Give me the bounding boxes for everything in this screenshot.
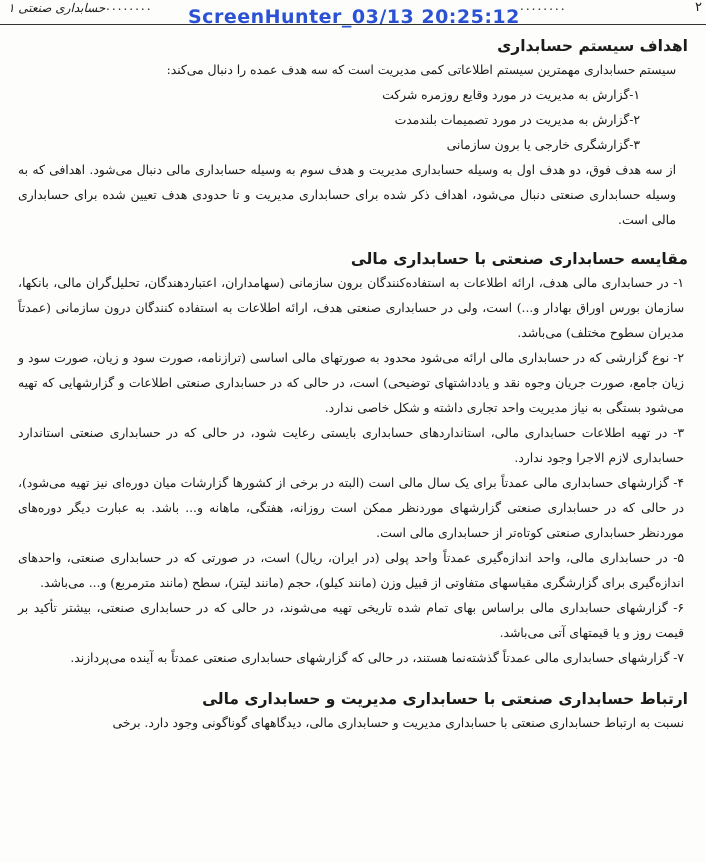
section-title: مقایسه حسابداری صنعتی با حسابداری مالی <box>350 250 688 268</box>
paragraph: سیستم حسابداری مهمترین سیستم اطلاعاتی کمی مدیریت است که سه هدف عمده را دنبال می‌کند: <box>166 63 676 77</box>
list-item: ۲- نوع گزارشی که در حسابداری مالی ارائه می‌شود محدود به صورتهای مالی اساسی (ترازنامه، صورت سود و زیان، صورت سود و زیان جامع، صورت جریان وجوه نقد و یادداشتهای توضیحی) است، در حالی که در حسابداری صنعتی اطلاعات و گزارشهایی که تهیه می‌شود بستگی به نیاز مدیریت واحد تجاری داشته و شکل خاصی ندارد. <box>18 351 684 415</box>
header-dots-left: ........ <box>106 0 153 13</box>
paragraph: نسبت به ارتباط حسابداری صنعتی با حسابداری مدیریت و حسابداری مالی، دیدگاههای گوناگونی وجود دارد. برخی <box>112 716 684 730</box>
list-item: ۴- گزارشهای حسابداری مالی عمدتاً برای یک سال مالی است (البته در برخی از کشورها گزارشات میان دوره‌ای نیز تهیه می‌شود)، در حالی که در حسابداری صنعتی گزارشهای موردنظر ممکن است روزانه، هفتگی، ماهانه و... باشد. به عبارت دیگر دوره‌های موردنظر حسابداری صنعتی کوتاه‌تر از حسابداری مالی است. <box>18 476 684 540</box>
list-item: ۷- گزارشهای حسابداری مالی عمدتاً گذشته‌نما هستند، در حالی که گزارشهای حسابداری صنعتی عمدتاً به آینده می‌پردازند. <box>70 651 684 665</box>
document-body <box>18 34 688 736</box>
section-comparison <box>18 247 688 671</box>
list-item: ۲-گزارش به مدیریت در مورد تصمیمات بلندمدت <box>394 113 640 127</box>
paragraph: از سه هدف فوق، دو هدف اول به وسیله حسابداری مدیریت و هدف سوم به وسیله حسابداری مالی دنبال می‌شود. اهدافی که به وسیله حسابداری صنعتی دنبال می‌شود، اهداف ذکر شده برای حسابداری مدیریت و تا حدودی هدف تعیین شده برای حسابداری مالی است. <box>18 163 676 227</box>
section-title: اهداف سیستم حسابداری <box>497 37 688 55</box>
list-item: ۶- گزارشهای حسابداری مالی براساس بهای تمام شده تاریخی تهیه می‌شوند، در حالی که در حسابداری صنعتی، بیشتر تأکید بر قیمت روز و یا قیمتهای آتی می‌باشد. <box>18 601 684 640</box>
screenhunter-watermark: ScreenHunter_03/13 20:25:12 <box>188 6 520 28</box>
header-rule <box>0 24 706 25</box>
page-header <box>0 0 706 30</box>
running-title: حسابداری صنعتی ۱ <box>8 1 106 15</box>
section-title: ارتباط حسابداری صنعتی با حسابداری مدیریت و حسابداری مالی <box>202 690 688 708</box>
list-item: ۱- در حسابداری مالی هدف، ارائه اطلاعات به استفاده‌کنندگان برون سازمانی (سهامداران، اعتباردهندگان، تحلیل‌گران مالی، بانکها، سازمان بورس اوراق بهادار و...) است، ولی در حسابداری صنعتی هدف، ارائه اطلاعات به استفاده کنندگان درون سازمانی (عمدتاً مدیران سطوح مختلف) می‌باشد. <box>18 276 684 340</box>
section-relationship <box>18 687 688 736</box>
header-dots-right: ........ <box>520 0 567 13</box>
page-number: ۲ <box>695 0 702 15</box>
section-accounting-system-goals <box>18 34 688 233</box>
list-item: ۵- در حسابداری مالی، واحد اندازه‌گیری عمدتاً واحد پولی (در ایران، ریال) است، در صورتی که در حسابداری صنعتی، واحدهای اندازه‌گیری برای گزارشگری مقیاسهای متفاوتی از قبیل وزن (مانند کیلو)، حجم (مانند لیتر)، سطح (مانند مترمربع) و... می‌باشد. <box>18 551 684 590</box>
list-item: ۳- در تهیه اطلاعات حسابداری مالی، استانداردهای حسابداری بایستی رعایت شود، در حالی که در حسابداری صنعتی استاندارد حسابداری لازم الاجرا وجود ندارد. <box>18 426 684 465</box>
list-item: ۱-گزارش به مدیریت در مورد وقایع روزمره شرکت <box>382 88 640 102</box>
list-item: ۳-گزارشگری خارجی یا برون سازمانی <box>446 138 640 152</box>
